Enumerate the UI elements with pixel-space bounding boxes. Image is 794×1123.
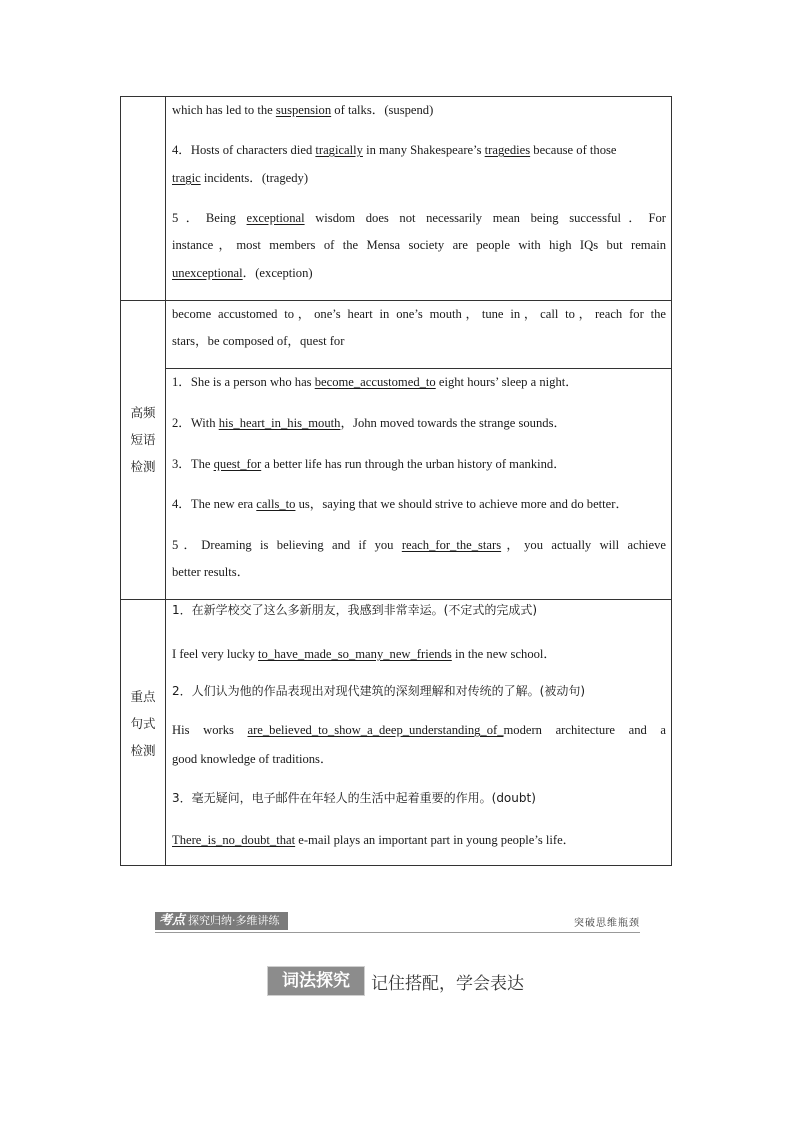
sentence-answer-1: I feel very lucky to_have_made_so_many_new_friends in the new school． [172, 647, 557, 661]
phrase-list-cont: stars，be composed of，quest for [172, 334, 345, 348]
phrase-question-5: 5．Dreaming is believing and if you reach_for_the_stars，you actually will achieve [172, 538, 666, 552]
sentence-answer-2-cont: good knowledge of traditions． [172, 752, 333, 766]
word-form-item-4: 4．Hosts of characters died tragically in many Shakespeare’s tragedies because of those [172, 143, 617, 157]
row-divider [121, 599, 671, 600]
sentence-answer-2: His works are_believed_to_show_a_deep_understanding_of_modern architecture and a [172, 723, 666, 737]
column-divider [165, 97, 166, 865]
word-form-item-5-end: unexceptional．(exception) [172, 266, 313, 280]
review-table [120, 96, 672, 866]
kaodian-badge: 考点 探究归纳·多维讲练 [155, 912, 288, 930]
word-form-item-5: 5．Being exceptional wisdom does not necessarily mean being successful．For [172, 211, 666, 225]
word-form-line: which has led to the suspension of talks．(suspend) [172, 103, 434, 117]
phrase-question-2: 2．With his_heart_in_his_mouth，John moved towards the strange sounds． [172, 416, 567, 430]
phrase-question-4: 4．The new era calls_to us，saying that we should strive to achieve more and do better． [172, 497, 629, 511]
phrase-list: become accustomed to，one’s heart in one’s mouth，tune in，call to，reach for the [172, 307, 666, 321]
banner-underline [155, 932, 640, 933]
section-subtitle: 记住搭配，学会表达 [371, 974, 524, 994]
row-divider [121, 300, 671, 301]
sentence-prompt-1: 1．在新学校交了这么多新朋友，我感到非常幸运。(不定式的完成式) [172, 603, 538, 617]
banner-right-tag: 突破思维瓶颈 [574, 918, 640, 929]
kaodian-banner [155, 912, 640, 934]
phrase-question-5-cont: better results． [172, 565, 250, 579]
sentence-answer-3: There_is_no_doubt_that e-mail plays an important part in young people’s life． [172, 833, 576, 847]
phrase-question-3: 3．The quest_for a better life has run through the urban history of mankind． [172, 457, 566, 471]
sentence-prompt-2: 2．人们认为他的作品表现出对现代建筑的深刻理解和对传统的了解。(被动句) [172, 684, 586, 698]
row-divider [165, 368, 671, 369]
word-form-item-5-cont: instance，most members of the Mensa society are people with high IQs but remain [172, 238, 666, 252]
sentence-prompt-3: 3．毫无疑问，电子邮件在年轻人的生活中起着重要的作用。(doubt) [172, 791, 536, 805]
section-title: 词法探究 [267, 966, 365, 996]
word-form-item-4-cont: tragic incidents．(tragedy) [172, 171, 309, 185]
phrase-question-1: 1．She is a person who has become_accustomed_to eight hours’ sleep a night． [172, 375, 578, 389]
section-label-sentences: 重点 句式 检测 [130, 689, 156, 758]
section-label-phrases: 高频 短语 检测 [130, 405, 156, 474]
